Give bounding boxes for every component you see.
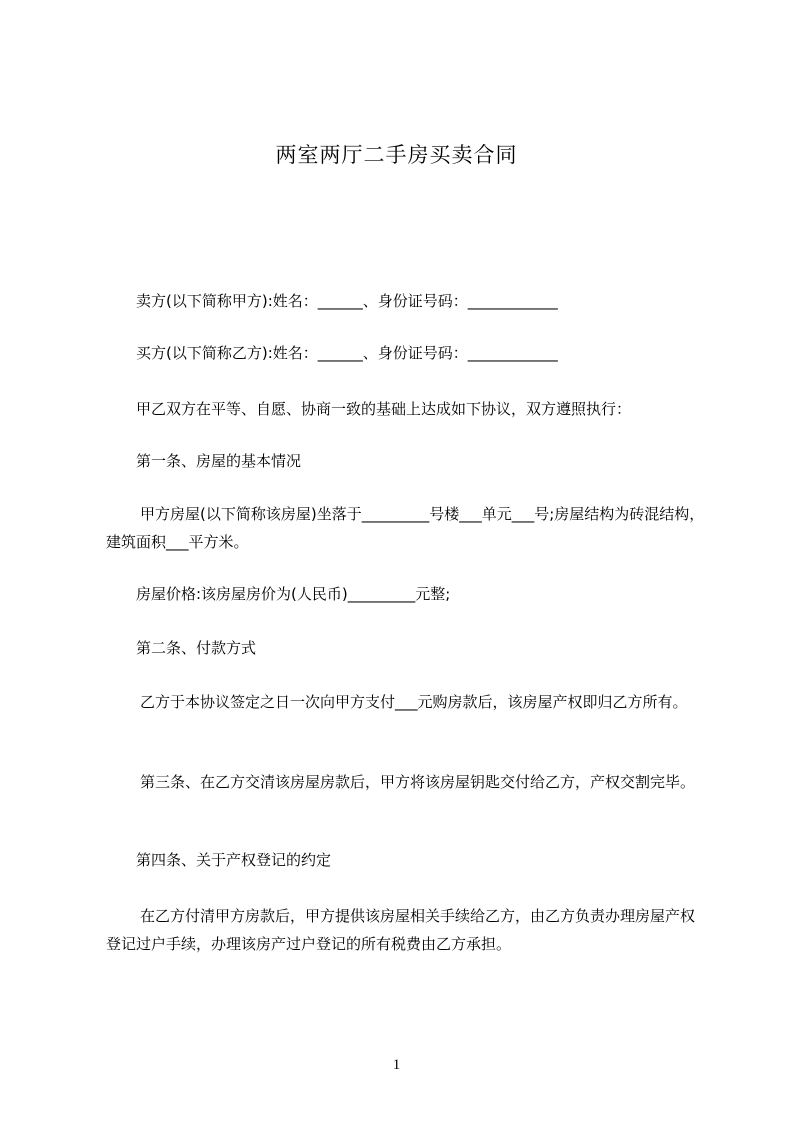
article-1-price: 房屋价格:该房屋房价为(人民币)_________元整; [136, 585, 451, 603]
article-2-heading: 第二条、付款方式 [136, 639, 257, 657]
seller-info-line: 卖方(以下简称甲方):姓名：______、身份证号码：____________ [136, 292, 558, 310]
page-title: 两室两厅二手房买卖合同 [275, 143, 518, 167]
preamble-paragraph: 甲乙双方在平等、自愿、协商一致的基础上达成如下协议，双方遵照执行： [136, 400, 632, 418]
article-1-body: 甲方房屋(以下简称该房屋)坐落于_________号楼___单元___号;房屋结构为砖混结构，建筑面积___平方米。 [106, 505, 705, 551]
article-4-heading: 第四条、关于产权登记的约定 [136, 851, 332, 869]
page-number: 1 [392, 1057, 401, 1073]
article-3-body: 第三条、在乙方交清该房屋房款后，甲方将该房屋钥匙交付给乙方，产权交割完毕。 [140, 773, 696, 791]
article-4-body: 在乙方付清甲方房款后，甲方提供该房屋相关手续给乙方，由乙方负责办理房屋产权登记过户手续，办理该房产过户登记的所有税费由乙方承担。 [106, 907, 696, 953]
article-1-heading: 第一条、房屋的基本情况 [136, 452, 302, 470]
buyer-info-line: 买方(以下简称乙方):姓名：______、身份证号码：____________ [136, 344, 558, 362]
article-2-body: 乙方于本协议签定之日一次向甲方支付___元购房款后，该房屋产权即归乙方所有。 [140, 693, 688, 711]
